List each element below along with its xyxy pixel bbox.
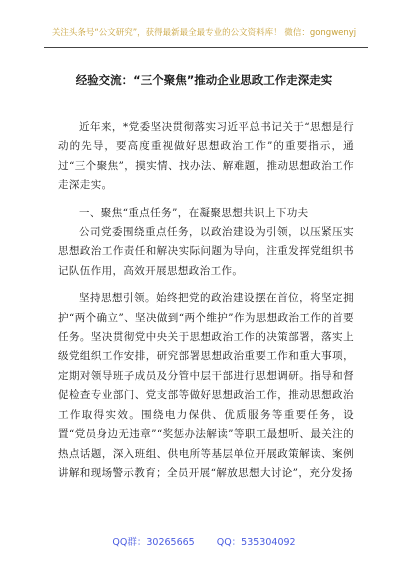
- footer-contact: [0, 534, 408, 548]
- section-heading-1: 一、聚焦“重点任务”，在凝聚思想共识上下功夫: [79, 206, 309, 219]
- document-body: [58, 118, 354, 483]
- header-divider: [44, 47, 368, 48]
- paragraph-3: 坚持思想引领。始终把党的政治建设摆在首位，将坚定拥护“两个确立”、坚决做到“两个维护”作为思想政治工作的首要任务。坚决贯彻党中央关于思想政治工作的决策部署，落实上级党组织工作安排，研究部署思想政治重要工作和重大事项，定期对领导班子成员及分管中层干部进行思想调研。指导和督促检查专业部门、党支部等做好思想政治工作，推动思想政治工作取得实效。围绕电力保供、优质服务等重要任务，设置“党员身边无违章”“奖惩办法解读”等职工最想听、最关注的热点话题，深入班组、供电所等基层单位开展政策解读、案例讲解和现场警示教育；全员开展“解放思想大讨论”，充分发扬: [58, 292, 354, 479]
- document-title: 经验交流：“三个聚焦”推动企业思政工作走深走实: [75, 73, 333, 87]
- paragraph-2: 公司党委围绕重点任务，以政治建设为引领，以压紧压实思想政治工作责任和解决实际问题为导向，注重发挥党组织书记队伍作用，高效开展思想政治工作。: [58, 226, 354, 277]
- paragraph-intro: 近年来，*党委坚决贯彻落实习近平总书记关于“思想是行动的先导，要高度重视做好思想政治工作”的重要指示，通过“三个聚焦”，摸实情、找办法、解难题，推动思想政治工作走深走实。: [58, 121, 354, 192]
- header-note: 关注头条号“公文研究”，获得最新最全最专业的公文资料库！ 微信：gongwenyj: [51, 28, 357, 38]
- footer-qq: QQ：535304092: [216, 537, 296, 548]
- footer-qq-group: QQ群：30265665: [112, 537, 195, 548]
